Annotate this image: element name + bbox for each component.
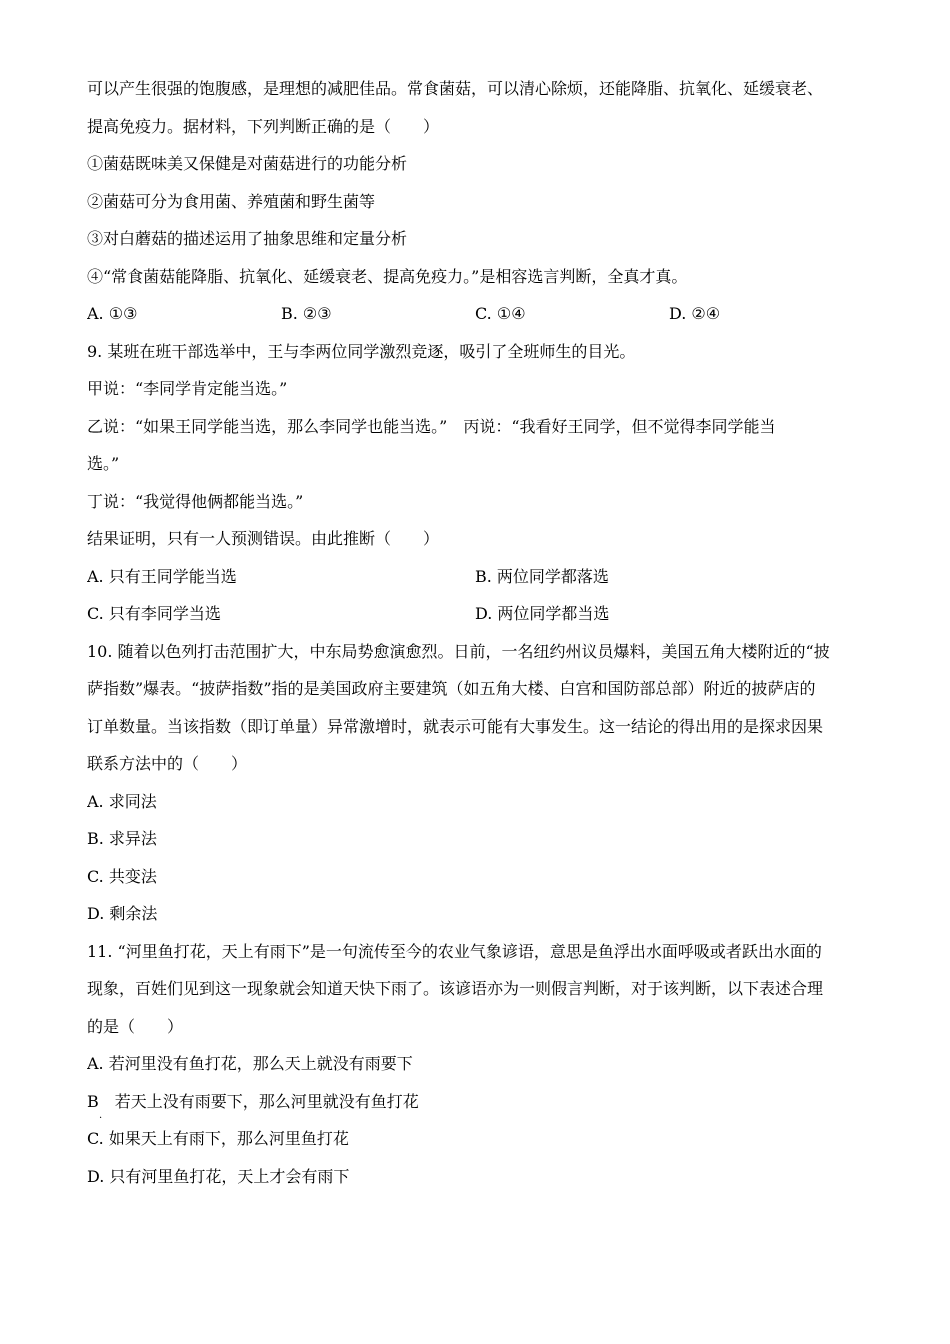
q8-option-b[interactable]: B. ②③ — [281, 304, 332, 323]
q10-option-b[interactable]: B. 求异法 — [87, 829, 157, 848]
q10-line-2: 萨指数”爆表。“披萨指数”指的是美国政府主要建筑（如五角大楼、白宫和国防部总部）附近的披萨店的 — [87, 679, 816, 698]
q9-ding: 丁说：“我觉得他俩都能当选。” — [87, 491, 304, 511]
q9-option-d[interactable]: D. 两位同学都当选 — [475, 604, 610, 623]
q11-line-2: 现象，百姓们见到这一现象就会知道天快下雨了。该谚语亦为一则假言判断，对于该判断，以下表述合理 — [87, 979, 824, 998]
q11-line-1: 11. “河里鱼打花，天上有雨下”是一句流传至今的农业气象谚语，意思是鱼浮出水面呼吸或者跃出水面的 — [87, 941, 822, 961]
q11-line-3: 的是（ ） — [87, 1016, 184, 1036]
q10-line-3: 订单数量。当该指数（即订单量）异常激增时，就表示可能有大事发生。这一结论的得出用的是探求因果 — [87, 716, 824, 736]
q9-stem: 9. 某班在班干部选举中，王与李两位同学激烈竞逐，吸引了全班师生的目光。 — [87, 341, 636, 361]
q11-option-b-letter: B — [87, 1091, 99, 1111]
q11-option-c[interactable]: C. 如果天上有雨下，那么河里鱼打花 — [87, 1129, 349, 1148]
q10-line-1: 10. 随着以色列打击范围扩大，中东局势愈演愈烈。日前，一名纽约州议员爆料，美国五角大楼附近的“披 — [87, 641, 830, 661]
q8-option-d[interactable]: D. ②④ — [669, 304, 721, 323]
q8-option-a[interactable]: A. ①③ — [87, 304, 138, 323]
q11-option-a[interactable]: A. 若河里没有鱼打花，那么天上就没有雨要下 — [87, 1054, 413, 1073]
q8-text-line-1: 可以产生很强的饱腹感，是理想的减肥佳品。常食菌菇，可以清心除烦，还能降脂、抗氧化、延缓衰老、 — [87, 79, 824, 98]
q11-option-b-dot: . — [99, 1109, 103, 1120]
q9-option-b[interactable]: B. 两位同学都落选 — [475, 566, 609, 586]
q8-statement-4: ④“常食菌菇能降脂、抗氧化、延缓衰老、提高免疫力。”是相容选言判断，全真才真。 — [87, 266, 688, 286]
q11-option-b-text: 若天上没有雨要下，那么河里就没有鱼打花 — [98, 1091, 419, 1111]
q8-statement-2: ②菌菇可分为食用菌、养殖菌和野生菌等 — [87, 191, 376, 211]
q8-option-c[interactable]: C. ①④ — [475, 304, 526, 323]
q9-option-c[interactable]: C. 只有李同学当选 — [87, 604, 221, 623]
q10-option-c[interactable]: C. 共变法 — [87, 866, 157, 886]
q9-option-a[interactable]: A. 只有王同学能当选 — [87, 566, 237, 586]
q9-yi-bing-line-2: 选。” — [87, 454, 120, 473]
q10-option-d[interactable]: D. 剩余法 — [87, 904, 158, 923]
q8-text-line-2: 提高免疫力。据材料，下列判断正确的是（ ） — [87, 116, 440, 136]
q8-options — [87, 295, 867, 333]
q10-option-a[interactable]: A. 求同法 — [87, 791, 157, 811]
q9-options-row-1 — [87, 558, 867, 596]
q8-statement-1: ①菌菇既味美又保健是对菌菇进行的功能分析 — [87, 154, 408, 173]
q9-options-row-2 — [87, 595, 867, 633]
q10-line-4: 联系方法中的（ ） — [87, 754, 248, 773]
exam-page — [87, 70, 867, 1195]
q9-yi-bing-line-1: 乙说：“如果王同学能当选，那么李同学也能当选。” 丙说：“我看好王同学，但不觉得李同学能当 — [87, 416, 776, 436]
q9-jia: 甲说：“李同学肯定能当选。” — [87, 379, 288, 398]
q11-option-b[interactable] — [87, 1083, 867, 1121]
q8-statement-3: ③对白蘑菇的描述运用了抽象思维和定量分析 — [87, 229, 408, 248]
q11-option-d[interactable]: D. 只有河里鱼打花，天上才会有雨下 — [87, 1166, 350, 1186]
q9-result: 结果证明，只有一人预测错误。由此推断（ ） — [87, 529, 440, 548]
